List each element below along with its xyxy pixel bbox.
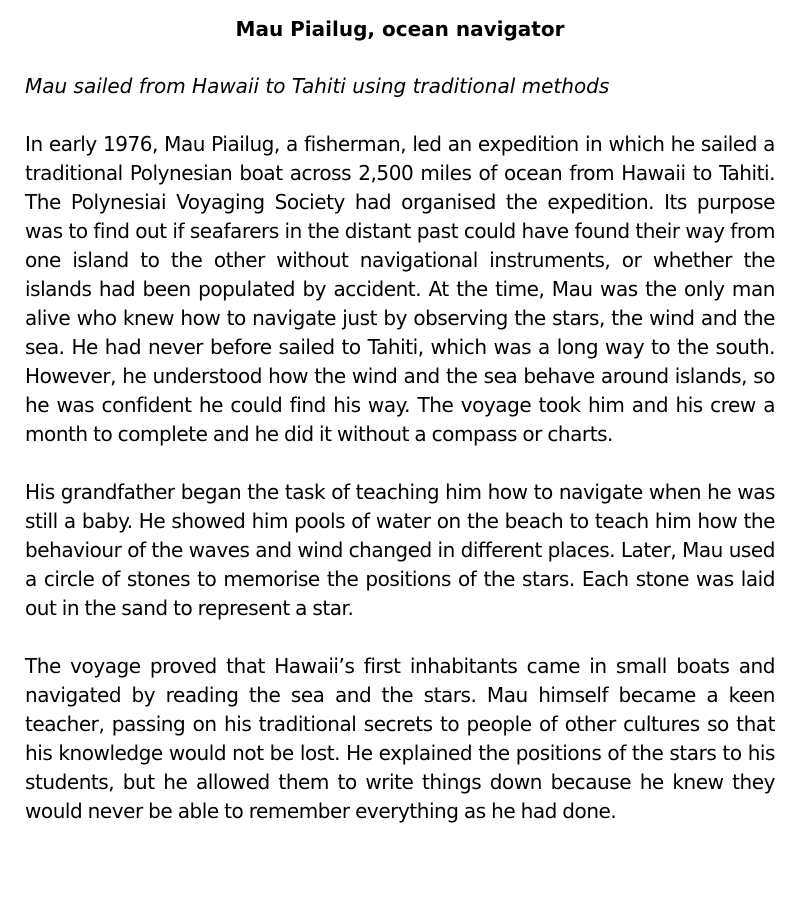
- paragraph-2: His grandfather began the task of teaching him how to navigate when he was still a baby. He showed him pools of water on the beach to teach him how the behaviour of the waves and wind changed in different places. Later, Mau used a circle of stones to memorise the positions of the stars. Each stone was laid out in the sand to represent a star.: [25, 480, 775, 620]
- document-subtitle: Mau sailed from Hawaii to Tahiti using traditional methods: [25, 74, 610, 98]
- paragraph-3: The voyage proved that Hawaii’s first inhabitants came in small boats and navigated by reading the sea and the stars. Mau himself became a keen teacher, passing on his traditional secrets to people of other cultures so that his knowledge would not be lost. He explained the positions of the stars to his students, but he allowed them to write things down because he knew they would never be able to remember everything as he had done.: [25, 654, 775, 823]
- document-title: Mau Piailug, ocean navigator: [235, 17, 565, 41]
- paragraph-1: In early 1976, Mau Piailug, a fisherman, led an expedition in which he sailed a traditional Polynesian boat across 2,500 miles of ocean from Hawaii to Tahiti. The Polynesiai Voyaging Society had organised the expedition. Its purpose was to find out if seafarers in the distant past could have found their way from one island to the other without navigational instruments, or whether the islands had been populated by accident. At the time, Mau was the only man alive who knew how to navigate just by observing the stars, the wind and the sea. He had never before sailed to Tahiti, which was a long way to the south. However, he understood how the wind and the sea behave around islands, so he was confident he could find his way. The voyage took him and his crew a month to complete and he did it without a compass or charts.: [25, 132, 775, 446]
